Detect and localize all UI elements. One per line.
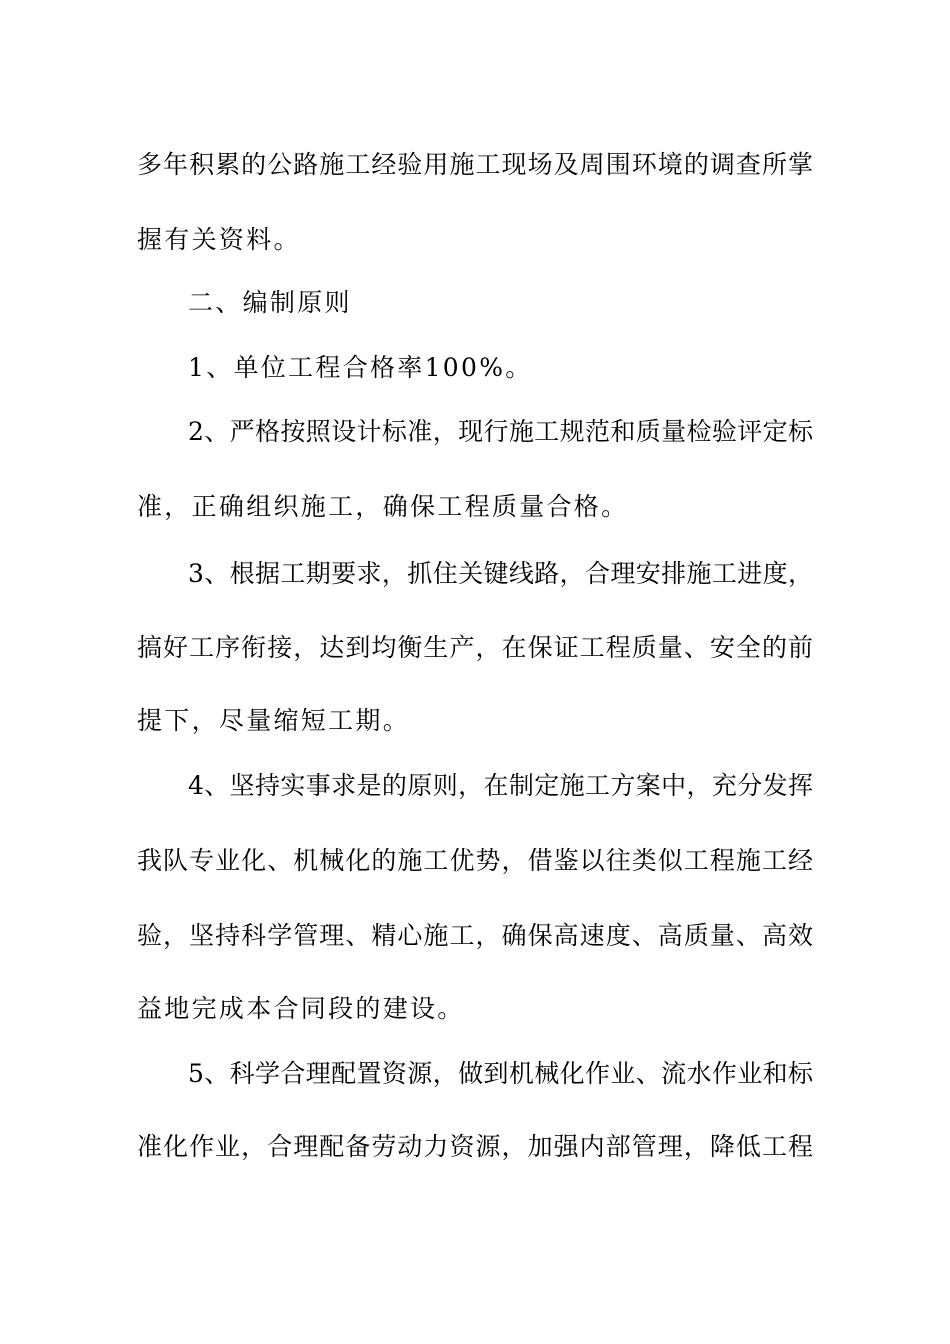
paragraph-line: 多年积累的公路施工经验用施工现场及周围环境的调查所掌 bbox=[137, 150, 813, 179]
section-heading: 二、编制原则 bbox=[188, 288, 352, 317]
paragraph-line: 握有关资料。 bbox=[137, 225, 301, 254]
paragraph-line: 搞好工序衔接，达到均衡生产，在保证工程质量、安全的前 bbox=[137, 633, 813, 662]
paragraph-line: 验，坚持科学管理、精心施工，确保高速度、高质量、高效 bbox=[137, 921, 813, 950]
paragraph-line: 准，正确组织施工，确保工程质量合格。 bbox=[137, 492, 629, 521]
paragraph-line: 2、严格按照设计标准，现行施工规范和质量检验评定标 bbox=[188, 417, 813, 446]
paragraph-line: 准化作业，合理配备劳动力资源，加强内部管理，降低工程 bbox=[137, 1132, 813, 1161]
paragraph-line: 益地完成本合同段的建设。 bbox=[137, 994, 465, 1023]
paragraph-line: 提下，尽量缩短工期。 bbox=[137, 706, 411, 735]
paragraph-line: 1、单位工程合格率100%。 bbox=[188, 353, 533, 382]
paragraph-line: 5、科学合理配置资源，做到机械化作业、流水作业和标 bbox=[188, 1059, 813, 1088]
paragraph-line: 我队专业化、机械化的施工优势，借鉴以往类似工程施工经 bbox=[137, 846, 813, 875]
paragraph-line: 3、根据工期要求，抓住关键线路，合理安排施工进度， bbox=[188, 559, 813, 588]
paragraph-line: 4、坚持实事求是的原则，在制定施工方案中，充分发挥 bbox=[188, 771, 813, 800]
